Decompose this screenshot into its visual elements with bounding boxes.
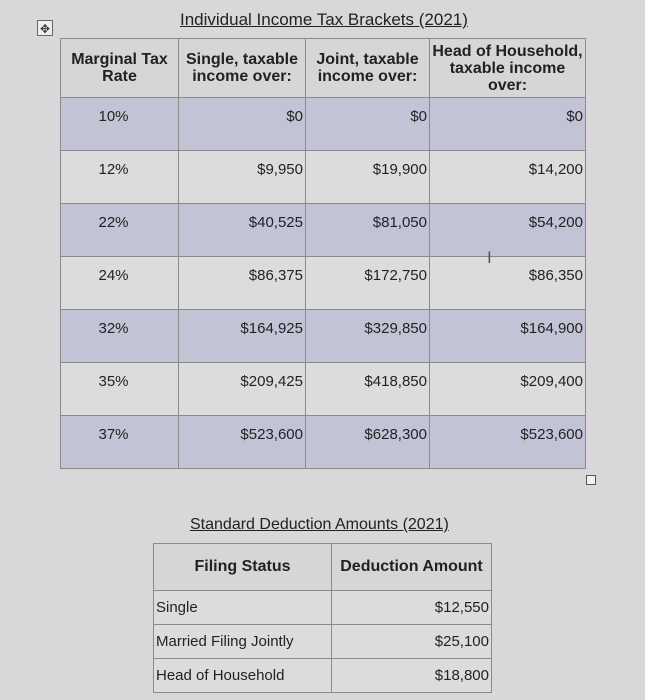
resize-handle[interactable] [586, 475, 596, 485]
single-cell[interactable]: $0 [179, 98, 306, 151]
amount-cell[interactable]: $18,800 [332, 659, 492, 693]
header-hoh[interactable]: Head of Household, taxable income over: [430, 39, 586, 98]
joint-cell[interactable]: $329,850 [306, 310, 430, 363]
amount-cell[interactable]: $12,550 [332, 591, 492, 625]
hoh-cell[interactable]: $523,600 [430, 416, 586, 469]
table-row [61, 416, 586, 469]
single-cell[interactable]: $209,425 [179, 363, 306, 416]
text-cursor-icon: I [487, 248, 492, 267]
table-row [61, 257, 586, 310]
joint-cell[interactable]: $172,750 [306, 257, 430, 310]
hoh-cell[interactable]: $14,200 [430, 151, 586, 204]
header-row [154, 544, 492, 591]
hoh-cell[interactable]: $0 [430, 98, 586, 151]
hoh-cell[interactable]: $54,200 [430, 204, 586, 257]
header-filing-status[interactable]: Filing Status [154, 544, 332, 591]
single-cell[interactable]: $523,600 [179, 416, 306, 469]
hoh-cell[interactable]: $86,350 [430, 257, 586, 310]
table-row [61, 204, 586, 257]
header-single[interactable]: Single, taxable income over: [179, 39, 306, 98]
rate-cell[interactable]: 32% [61, 310, 179, 363]
header-deduction-amount[interactable]: Deduction Amount [332, 544, 492, 591]
single-cell[interactable]: $9,950 [179, 151, 306, 204]
joint-cell[interactable]: $628,300 [306, 416, 430, 469]
deduction-title: Standard Deduction Amounts (2021) [190, 516, 449, 533]
tax-brackets-table[interactable] [60, 38, 586, 469]
rate-cell[interactable]: 12% [61, 151, 179, 204]
table-row [154, 591, 492, 625]
rate-cell[interactable]: 35% [61, 363, 179, 416]
single-cell[interactable]: $40,525 [179, 204, 306, 257]
header-joint[interactable]: Joint, taxable income over: [306, 39, 430, 98]
table-row [154, 625, 492, 659]
table-row [61, 310, 586, 363]
header-row [61, 39, 586, 98]
standard-deduction-table[interactable] [153, 543, 492, 693]
status-cell[interactable]: Head of Household [154, 659, 332, 693]
status-cell[interactable]: Single [154, 591, 332, 625]
header-marginal-rate[interactable]: Marginal Tax Rate [61, 39, 179, 98]
joint-cell[interactable]: $418,850 [306, 363, 430, 416]
table-row [61, 98, 586, 151]
tax-brackets-title: Individual Income Tax Brackets (2021) [180, 10, 468, 29]
rate-cell[interactable]: 10% [61, 98, 179, 151]
table-row [61, 363, 586, 416]
single-cell[interactable]: $86,375 [179, 257, 306, 310]
rate-cell[interactable]: 24% [61, 257, 179, 310]
rate-cell[interactable]: 37% [61, 416, 179, 469]
status-cell[interactable]: Married Filing Jointly [154, 625, 332, 659]
hoh-cell[interactable]: $209,400 [430, 363, 586, 416]
joint-cell[interactable]: $81,050 [306, 204, 430, 257]
table-row [61, 151, 586, 204]
joint-cell[interactable]: $19,900 [306, 151, 430, 204]
move-icon[interactable]: ✥ [37, 20, 53, 36]
table-row [154, 659, 492, 693]
single-cell[interactable]: $164,925 [179, 310, 306, 363]
hoh-cell[interactable]: $164,900 [430, 310, 586, 363]
rate-cell[interactable]: 22% [61, 204, 179, 257]
joint-cell[interactable]: $0 [306, 98, 430, 151]
amount-cell[interactable]: $25,100 [332, 625, 492, 659]
